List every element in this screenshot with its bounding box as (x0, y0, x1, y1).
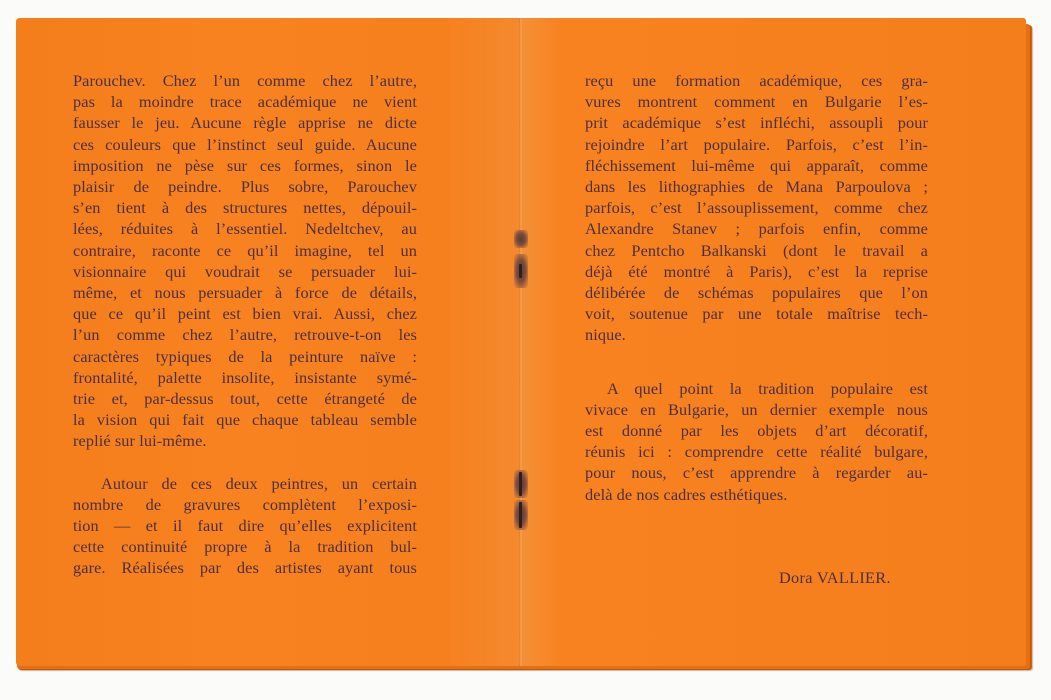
text-line: fléchissement lui-même qui apparaît, comme (585, 155, 928, 175)
text-line: imposition ne pèse sur ces formes, sinon le (73, 155, 417, 175)
text-line: gare. Réalisées par des artistes ayant tous (73, 558, 417, 578)
text-line: contraire, raconte ce qu’il imagine, tel un (73, 240, 417, 260)
text-line: vivace en Bulgarie, un dernier exemple nous (585, 399, 928, 419)
left-page-text (73, 70, 417, 579)
text-line: la vision qui fait que chaque tableau semble (73, 410, 417, 430)
text-line: fausser le jeu. Aucune règle apprise ne dicte (73, 113, 417, 133)
text-line: Autour de ces deux peintres, un certain (101, 473, 417, 493)
text-line: delà de nos cadres esthétiques. (585, 484, 788, 504)
text-line: que ce qu’il peint est bien vrai. Aussi, chez (73, 304, 417, 324)
staple-wire (519, 502, 522, 528)
text-line: nique. (585, 325, 626, 345)
staple-top-icon (514, 254, 528, 288)
text-line: pas la moindre trace académique ne vient (73, 92, 417, 112)
text-line: lées, réduites à l’essentiel. Nedeltchev, au (73, 219, 417, 239)
text-line: réunis ici : comprendre cette réalité bulgare, (585, 442, 928, 462)
staple-wire (519, 264, 522, 278)
staple-rust-top-a (514, 230, 528, 248)
text-line: même, et nous persuader à force de détails, (73, 283, 417, 303)
text-line: parfois, c’est l’assouplissement, comme chez (585, 198, 928, 218)
text-line: rejoindre l’art populaire. Parfois, c’est l’in- (585, 134, 928, 154)
text-line: cette continuité propre à la tradition bul- (73, 537, 417, 557)
text-line: vures montrent comment en Bulgarie l’es- (585, 92, 928, 112)
text-line: frontalité, palette insolite, insistante symé- (73, 367, 417, 387)
paragraph-gap (585, 346, 928, 378)
text-line: tion — et il faut dire qu’elles explicitent (73, 516, 417, 536)
text-line: chez Pentcho Balkanski (dont le travail a (585, 240, 928, 260)
staple-wire (519, 472, 522, 496)
staple-bottom-rust (514, 500, 528, 530)
author-signature: Dora VALLIER. (779, 568, 891, 587)
text-line: A quel point la tradition populaire est (607, 378, 928, 398)
text-line: déjà été montré à Paris), c’est la reprise (585, 261, 928, 281)
text-line: caractères typiques de la peinture naïve : (73, 346, 417, 366)
text-line: l’un comme chez l’autre, retrouve-t-on les (73, 325, 417, 345)
text-line: visionnaire qui voudrait se persuader lui- (73, 261, 417, 281)
text-line: nombre de gravures complètent l’exposi- (73, 494, 417, 514)
text-line: prit académique s’est infléchi, assoupli pour (585, 113, 928, 133)
paragraph-gap (73, 452, 417, 473)
text-line: délibérée de schémas populaires que l’on (585, 283, 928, 303)
text-line: trie et, par-dessus tout, cette étrangeté de (73, 389, 417, 409)
text-line: plaisir de peindre. Plus sobre, Parouchev (73, 177, 417, 197)
text-line: Parouchev. Chez l’un comme chez l’autre, (73, 71, 417, 90)
text-line: voit, soutenue par une totale maîtrise tech- (585, 304, 928, 324)
text-line: s’en tient à des structures nettes, dépouil- (73, 198, 417, 218)
text-line: pour nous, c’est apprendre à regarder au- (585, 463, 928, 483)
text-line: ces couleurs que l’instinct seul guide. Aucune (73, 134, 417, 154)
text-line: reçu une formation académique, ces gra- (585, 71, 928, 90)
staple-bottom-icon (514, 470, 528, 498)
text-line: Alexandre Stanev ; parfois enfin, comme (585, 219, 928, 239)
text-line: dans les lithographies de Mana Parpoulova ; (585, 177, 928, 197)
right-page-text (585, 70, 928, 505)
text-line: est donné par les objets d’art décoratif, (585, 421, 928, 441)
booklet-spine-fold (519, 18, 523, 666)
text-line: replié sur lui-même. (73, 431, 207, 451)
